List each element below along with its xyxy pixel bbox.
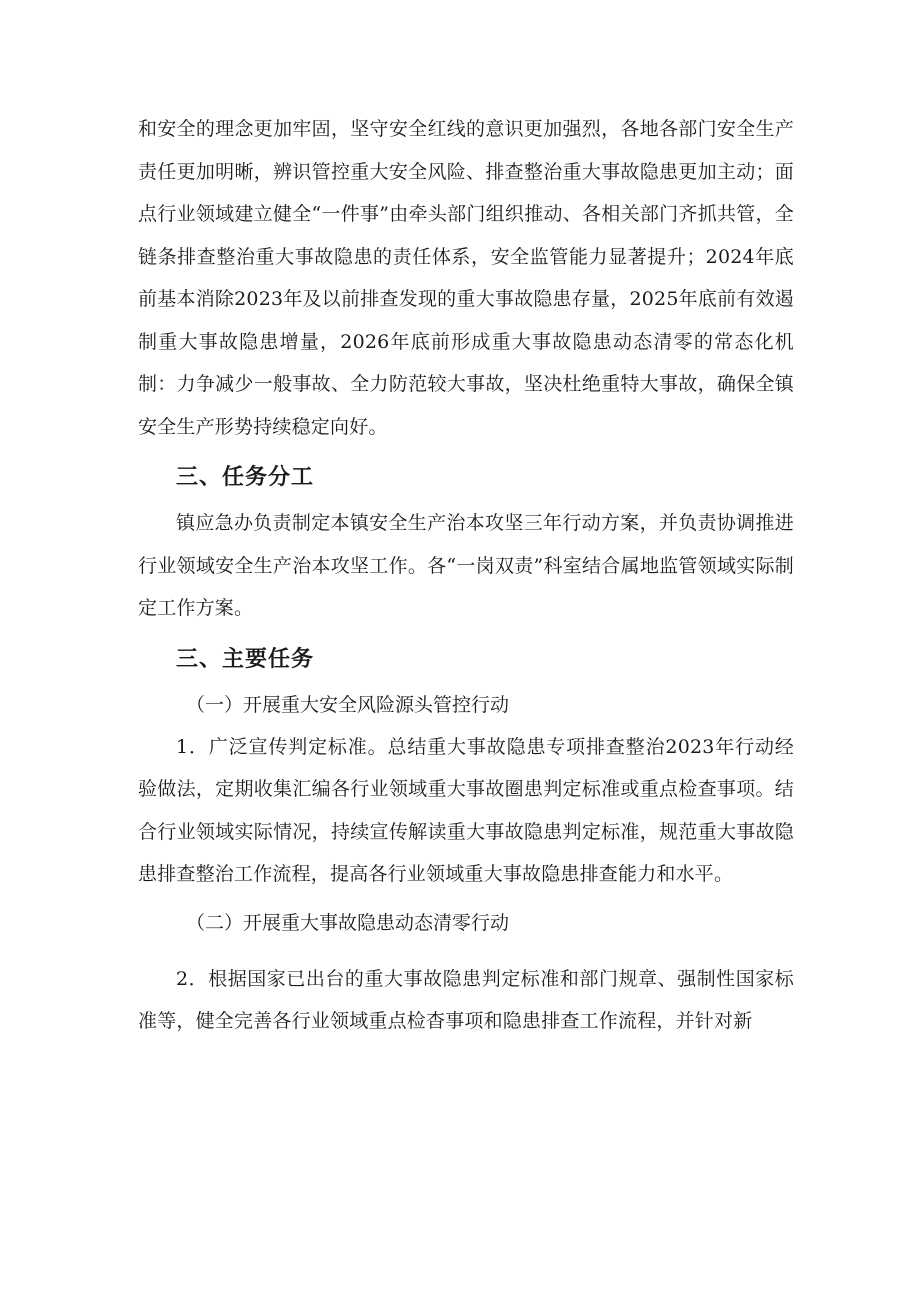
- document-page: [138, 108, 794, 1043]
- paragraph-regulations: 2．根据国家已出台的重大事故隐患判定标准和部门规章、强制性国家标准等，健全完善各行业领域重点检杳事项和隐患排查工作流程，并针对新: [138, 967, 794, 1032]
- heading-task-division: 三、任务分工: [176, 465, 315, 490]
- subheading-risk-control: （一）开展重大安全风险源头管控行动: [186, 693, 510, 716]
- subheading-hazard-clearance: （二）开展重大事故隐患动态清零行动: [186, 911, 510, 934]
- paragraph-goals: 和安全的理念更加牢固，坚守安全红线的意识更加强烈，各地各部门安全生产责任更加明晰，辨识管控重大安全风险、排查整治重大事故隐患更加主动；面点行业领域建立健全“一件事”由牵头部门组织推动、各相关部门齐抓共管，全链条排查整治重大事故隐患的责任体系，安全监管能力显著提升；2024年底前基本消除2023年及以前排查发现的重大事故隐患存量，2025年底前有效遏制重大事故隐患增量，2026年底前形成重大事故隐患动态清零的常态化机制：力争减少一般事故、全力防范较大事故，坚决杜绝重特大事故，确保全镇安全生产形势持续稳定向好。: [138, 118, 794, 438]
- heading-main-tasks: 三、主要任务: [176, 646, 315, 672]
- paragraph-standards: 1．广泛宣传判定标准。总结重大事故隐患专项排查整治2023年行动经验做法，定期收集汇编各行业领域重大事故圈患判定标准或重点检查事项。结合行业领域实际情况，持续宣传解读重大事故隐患判定标准，规范重大事故隐患排查整治工作流程，提高各行业领域重大事故隐患排查能力和水平。: [138, 735, 794, 885]
- paragraph-task-division: 镇应急办负责制定本镇安全生产治本攻坚三年行动方案，并负责协调推进行业领域安全生产治本攻坚工作。各“一岗双责”科室结合属地监管领域实际制定工作方案。: [138, 512, 794, 619]
- spacer: [138, 944, 794, 958]
